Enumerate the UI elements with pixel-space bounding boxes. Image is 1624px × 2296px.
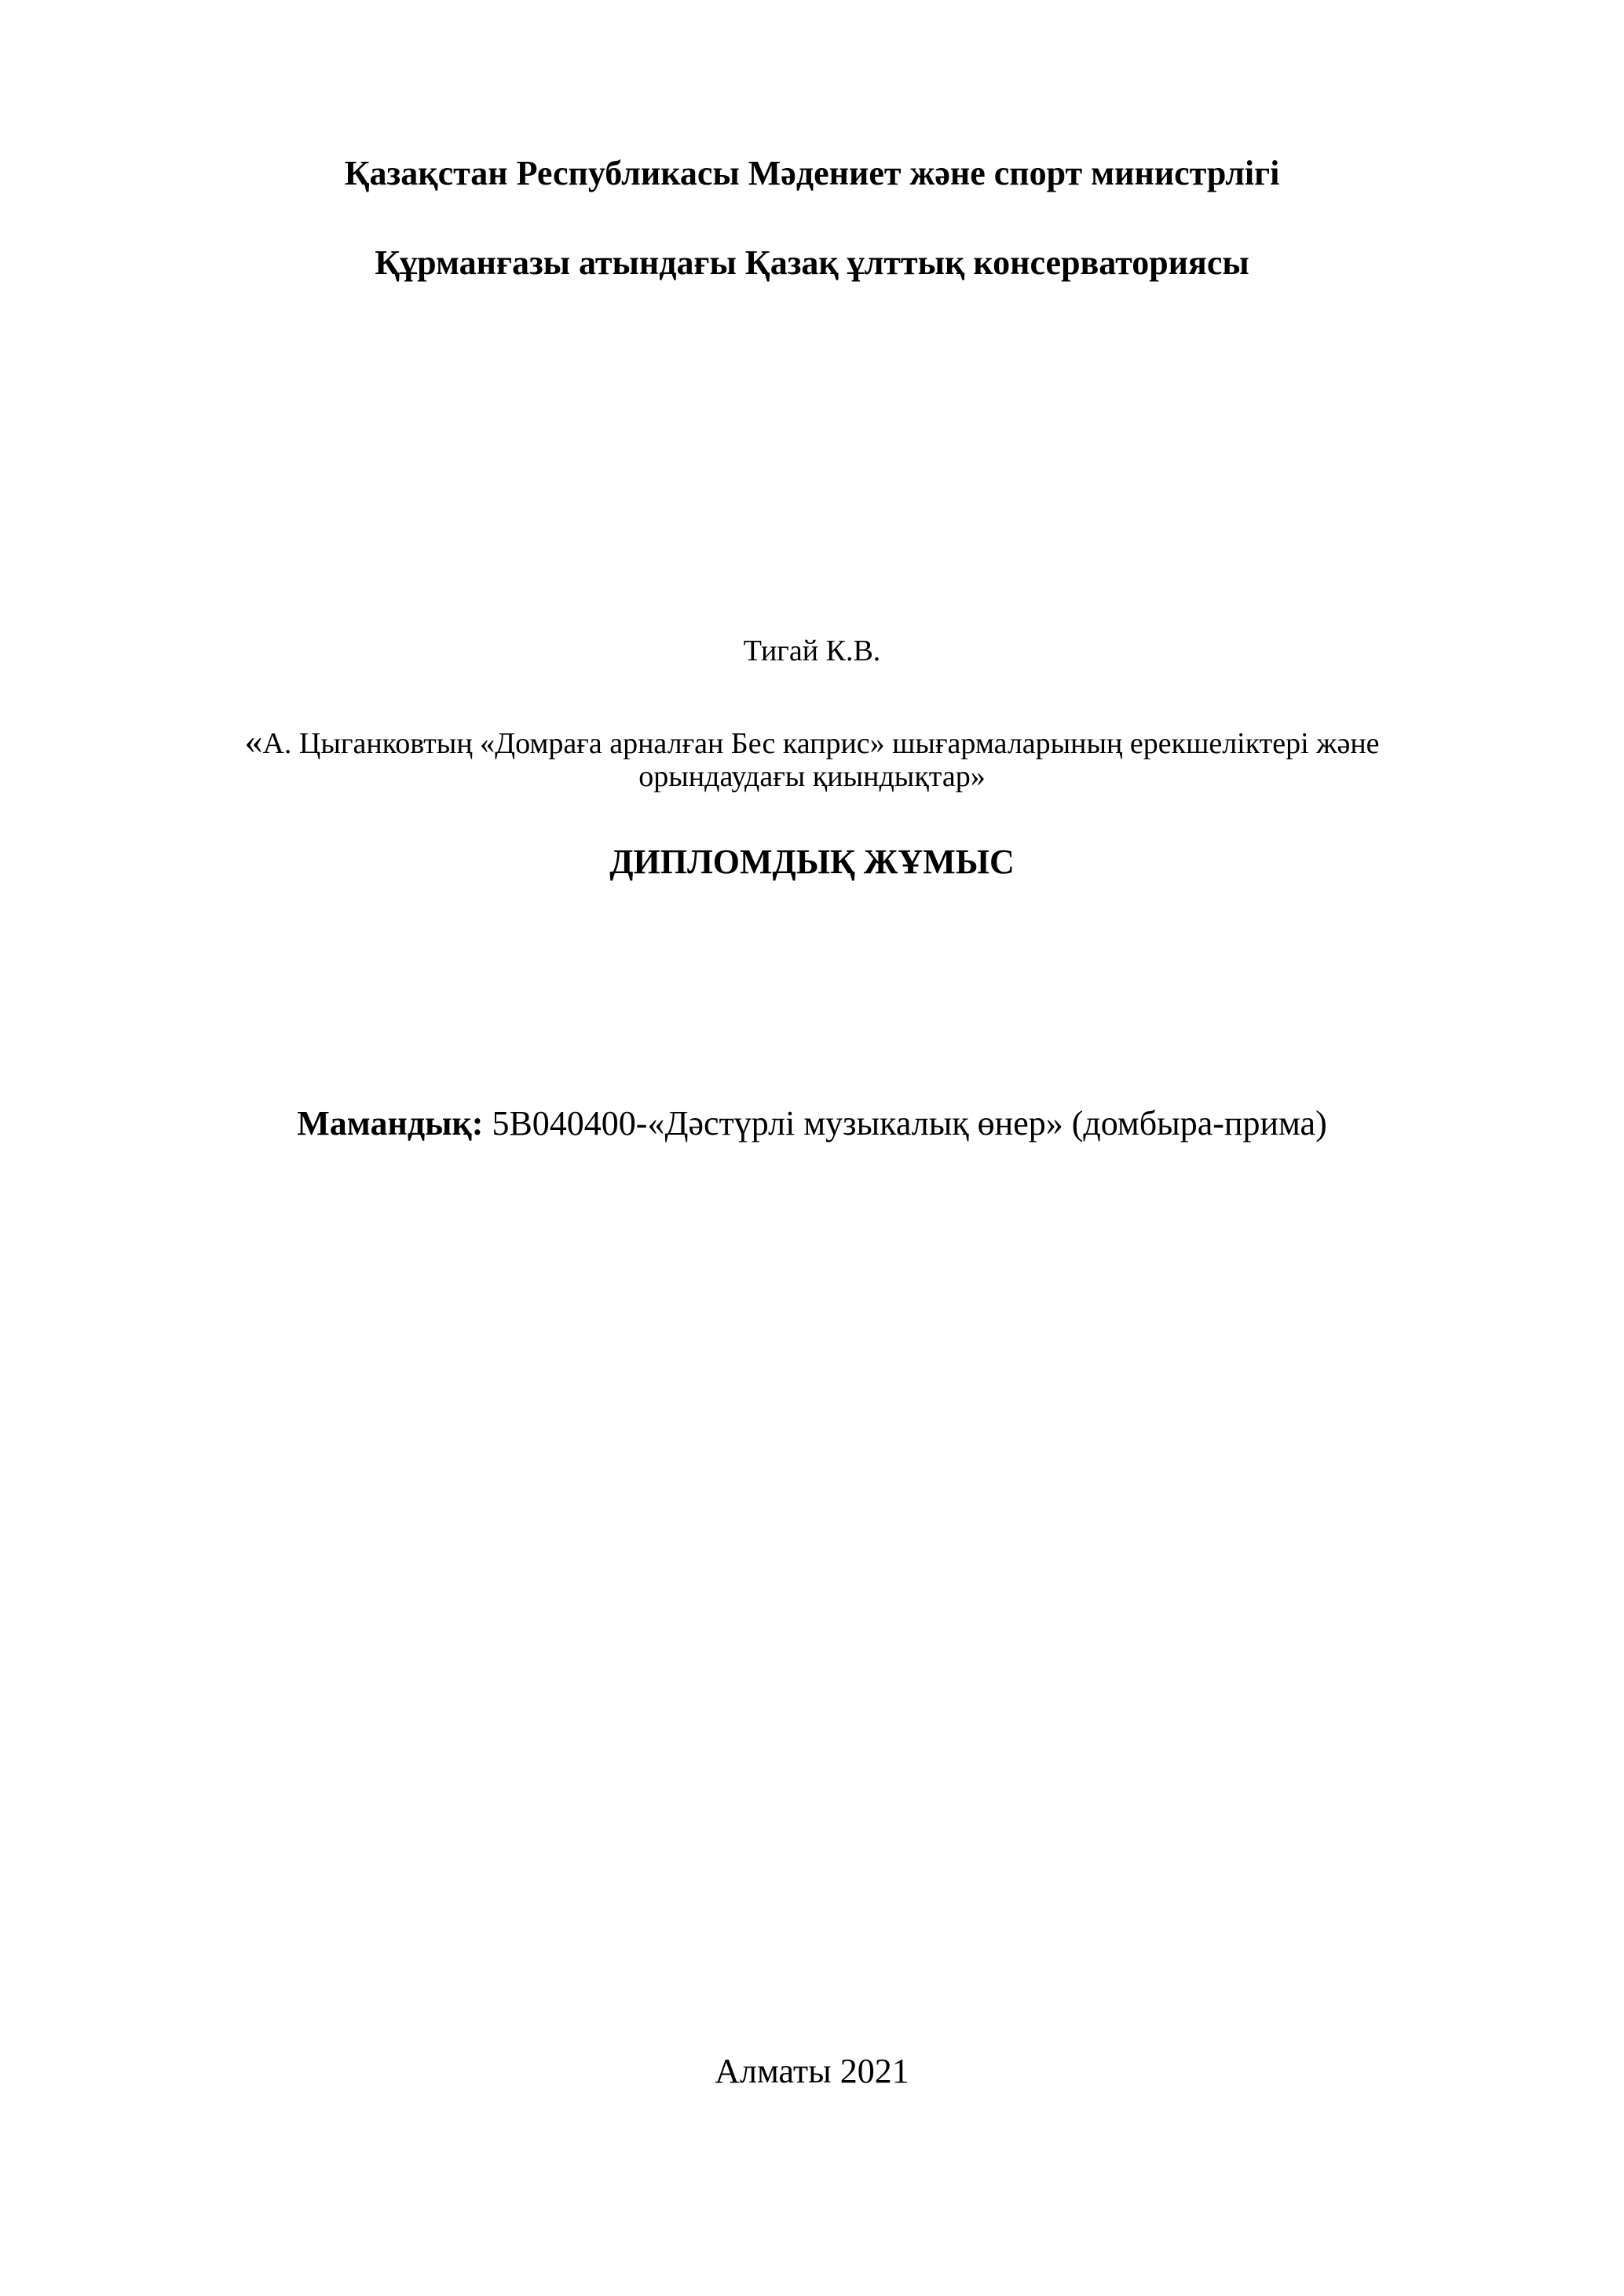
specialty-label: Мамандық: — [297, 1104, 484, 1143]
city-year: Алматы 2021 — [715, 2052, 909, 2090]
thesis-title-line-2: орындаудағы қиындықтар» — [638, 760, 986, 793]
thesis-title-line-1 — [0, 721, 1624, 762]
institution-name: Құрманғазы атындағы Қазақ ұлттық консерваториясы — [375, 243, 1249, 282]
specialty-value: 5В040400-«Дәстүрлі музыкалық өнер» (домбыра-прима) — [483, 1104, 1327, 1143]
thesis-title-opening-quote: « — [244, 721, 263, 761]
thesis-title-line-1-text: А. Цыганковтың «Домраға арналған Бес каприс» шығармаларының ерекшеліктері және — [262, 727, 1380, 760]
ministry-name: Қазақстан Республикасы Мәдениет және спорт министрлігі — [344, 154, 1280, 192]
work-type-heading: ДИПЛОМДЫҚ ЖҰМЫС — [609, 843, 1015, 881]
specialty-line — [0, 1104, 1624, 1144]
author-name: Тигай К.В. — [743, 634, 881, 667]
